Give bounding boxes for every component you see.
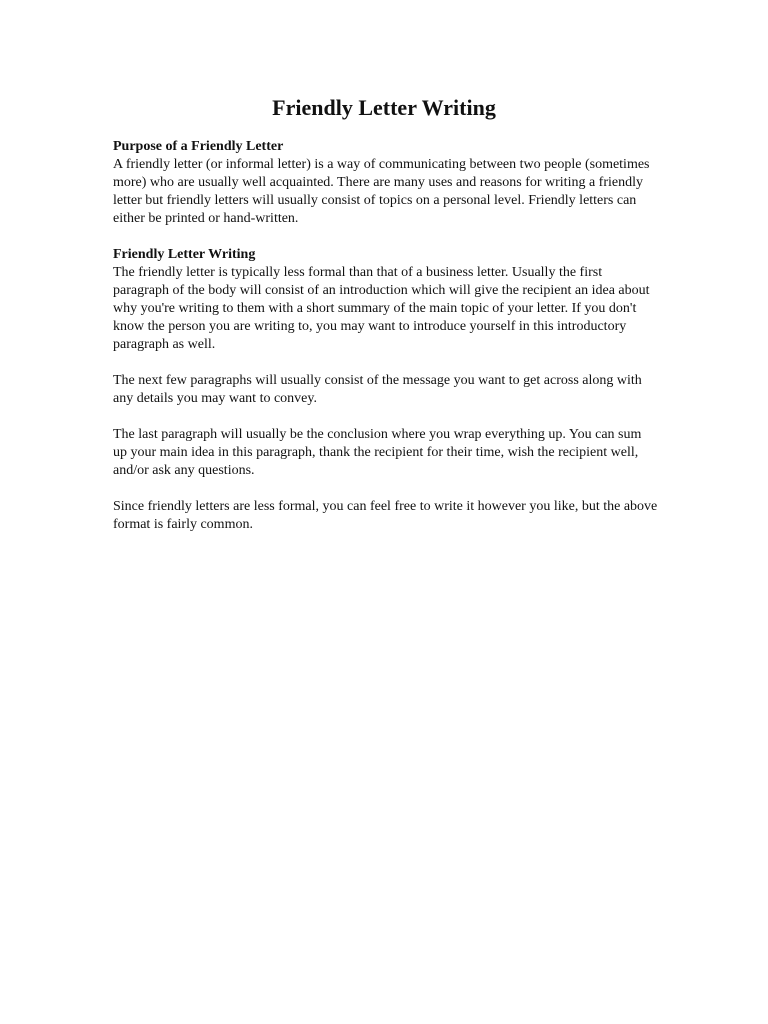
paragraph: A friendly letter (or informal letter) is a way of communicating between two people (sometimes more) who are usually well acquainted. There are many uses and reasons for writing a friendly letter but friendly letters will usually consist of topics on a personal level. Friendly letters can either be printed or hand-written. (113, 157, 650, 226)
paragraph: The last paragraph will usually be the conclusion where you wrap everything up. You can sum up your main idea in this paragraph, thank the recipient for their time, wish the recipient well, and/or ask any questions. (113, 427, 642, 478)
document-body (113, 138, 658, 552)
section-heading: Friendly Letter Writing (113, 247, 256, 262)
section-purpose (113, 138, 658, 228)
paragraph: Since friendly letters are less formal, you can feel free to write it however you like, but the above format is fairly common. (113, 499, 658, 532)
document-title: Friendly Letter Writing (272, 95, 496, 120)
section-writing (113, 246, 658, 534)
paragraph: The friendly letter is typically less formal than that of a business letter. Usually the first paragraph of the body will consist of an introduction which will give the recipient an idea about why you're writing to them with a short summary of the main topic of your letter. If you don't know the person you are writing to, you may want to introduce yourself in this introductory paragraph as well. (113, 265, 650, 352)
paragraph: The next few paragraphs will usually consist of the message you want to get across along with any details you may want to convey. (113, 373, 642, 406)
section-heading: Purpose of a Friendly Letter (113, 139, 284, 154)
